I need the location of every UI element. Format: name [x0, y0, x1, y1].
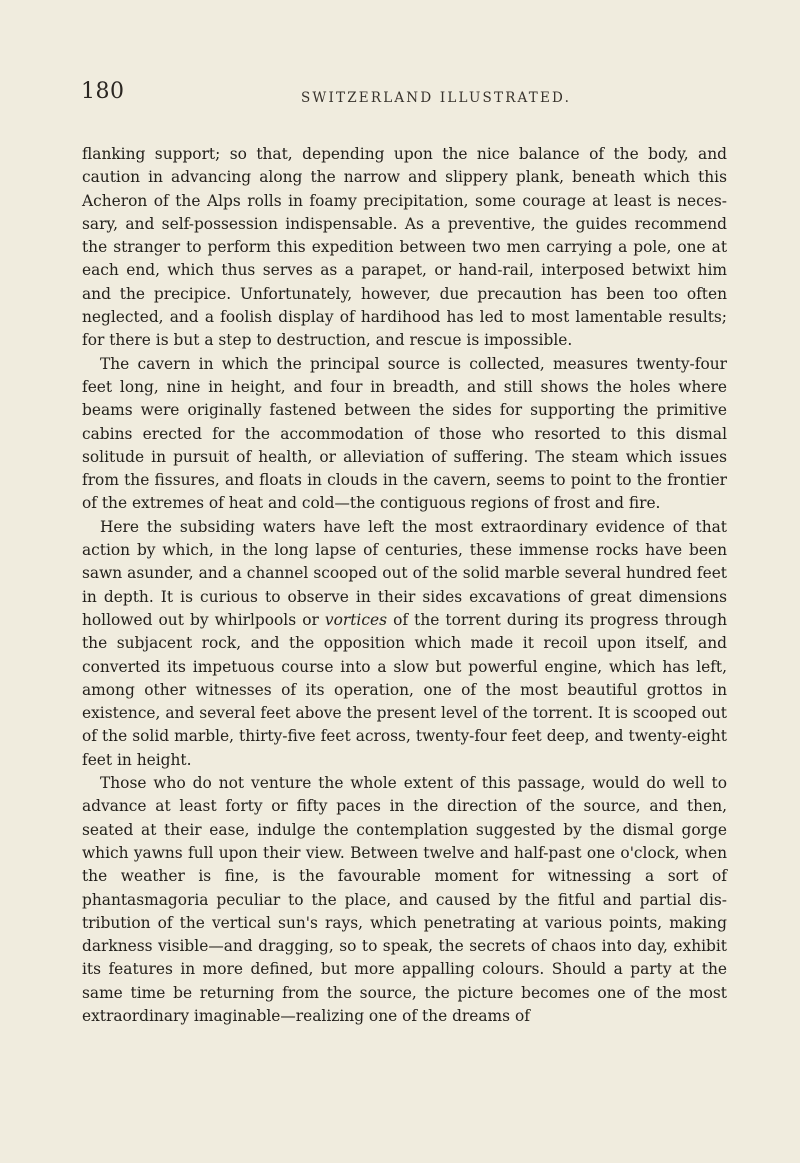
body-text: [82, 143, 727, 1028]
italic-term: vortices: [324, 610, 387, 629]
paragraph-1: flanking support; so that, depending upon the nice balance of the body, and caution in advancing along the narrow and slippery plank, beneath which this Acheron of the Alps rolls in foamy precipitation, some courage at least is necessary, and self-possession indispensable. As a preventive, the guides recommend the stranger to perform this expedition between two men carrying a pole, one at each end, which thus serves as a parapet, or hand-rail, interposed betwixt him and the precipice. Unfortunately, however, due precaution has been too often neglected, and a foolish display of hardihood has led to most lamentable results; for there is but a step to destruction, and rescue is impossible.: [82, 145, 727, 350]
paragraph-2: The cavern in which the principal source is collected, measures twenty-four feet long, nine in height, and four in breadth, and still shows the holes where beams were originally fastened between the sides for supporting the primitive cabins erected for the accommodation of those who resorted to this dismal solitude in pursuit of health, or alleviation of suffering. The steam which issues from the fissures, and floats in clouds in the cavern, seems to point to the frontier of the extremes of heat and cold—the contiguous regions of frost and fire.: [82, 354, 727, 513]
page-header: [81, 79, 731, 119]
page-number: 180: [81, 79, 125, 104]
paragraph-3: Here the subsiding waters have left the most extraordinary evidence of that action by which, in the long lapse of centuries, these immense rocks have been sawn asunder, and a channel scooped out of the solid marble several hundred feet in depth. It is curious to observe in their sides excavations of great dimensions hollowed out by whirlpools or vortices of the torrent during its progress through the subjacent rock, and the opposition which made it recoil upon itself, and converted its impetuous course into a slow but powerful engine, which has left, among other witnesses of its operation, one of the most beautiful grottos in existence, and several feet above the present level of the torrent. It is scooped out of the solid marble, thirty-five feet across, twenty-four feet deep, and twenty-eight feet in height.: [82, 517, 727, 769]
paragraph-4: Those who do not venture the whole extent of this passage, would do well to advance at least forty or fifty paces in the direction of the source, and then, seated at their ease, indulge the contemplation suggested by the dismal gorge which yawns full upon their view. Between twelve and half-past one o'clock, when the weather is fine, is the favourable moment for witnessing a sort of phantasmagoria peculiar to the place, and caused by the fitful and partial distribution of the vertical sun's rays, which penetrating at various points, making darkness visible—and dragging, so to speak, the secrets of chaos into day, exhibit its features in more defined, but more appalling colours. Should a party at the same time be returning from the source, the picture becomes one of the most extraordinary imaginable—realizing one of the dreams of: [82, 774, 727, 1025]
running-head: SWITZERLAND ILLUSTRATED.: [300, 90, 572, 106]
